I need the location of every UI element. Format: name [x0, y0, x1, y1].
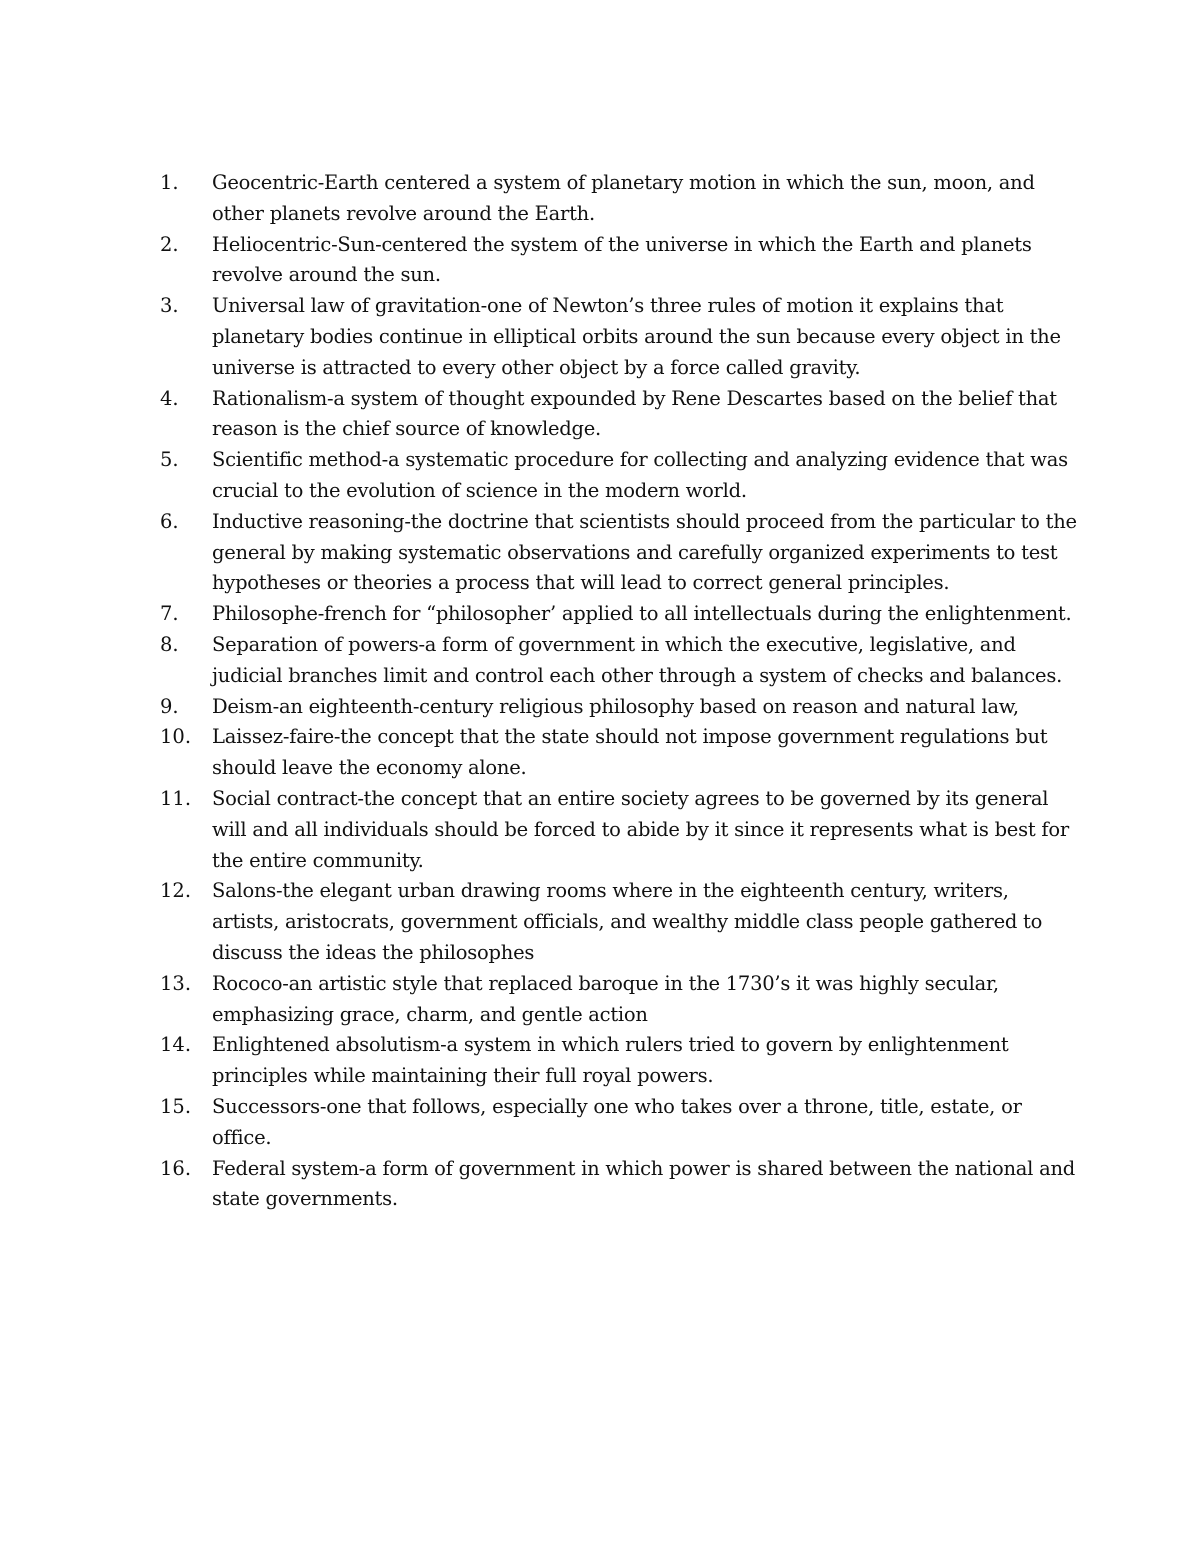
item-number: 6. [160, 509, 179, 533]
list-item [160, 445, 1080, 507]
item-text: Universal law of gravitation-one of Newton’s three rules of motion it explains that planetary bodies continue in elliptical orbits around the sun because every object in the universe is attracted to every other object by a force called gravity. [212, 294, 1061, 379]
item-text: Salons-the elegant urban drawing rooms where in the eighteenth century, writers, artists, aristocrats, government officials, and wealthy middle class people gathered to discuss the ideas the philosophes [212, 879, 1043, 964]
item-number: 3. [160, 294, 179, 318]
item-number: 9. [160, 694, 179, 718]
list-item [160, 1030, 1080, 1092]
item-text: Enlightened absolutism-a system in which rulers tried to govern by enlightenment principles while maintaining their full royal powers. [212, 1033, 1009, 1088]
list-item [160, 384, 1080, 446]
list-item [160, 291, 1080, 383]
item-number: 11. [160, 786, 192, 810]
item-text: Rococo-an artistic style that replaced baroque in the 1730’s it was highly secular, emphasizing grace, charm, and gentle action [212, 971, 999, 1026]
list-item [160, 507, 1080, 599]
item-text: Deism-an eighteenth-century religious philosophy based on reason and natural law, [212, 694, 1019, 718]
list-item [160, 168, 1080, 230]
list-item [160, 784, 1080, 876]
item-number: 15. [160, 1094, 192, 1118]
list-item [160, 1092, 1080, 1154]
item-text: Philosophe-french for “philosopher’ applied to all intellectuals during the enlightenment. [212, 602, 1072, 626]
definition-list [160, 168, 1080, 1215]
list-item [160, 630, 1080, 692]
item-number: 5. [160, 448, 179, 472]
item-text: Inductive reasoning-the doctrine that scientists should proceed from the particular to the general by making systematic observations and carefully organized experiments to test hypotheses or theories a process that will lead to correct general principles. [212, 509, 1077, 595]
item-text: Geocentric-Earth centered a system of planetary motion in which the sun, moon, and other planets revolve around the Earth. [212, 171, 1035, 225]
item-number: 12. [160, 879, 192, 903]
list-item [160, 692, 1080, 723]
item-number: 10. [160, 725, 192, 749]
item-number: 1. [160, 171, 179, 194]
item-text: Heliocentric-Sun-centered the system of the universe in which the Earth and planets revolve around the sun. [212, 232, 1032, 287]
item-number: 16. [160, 1156, 192, 1180]
list-item [160, 1154, 1080, 1216]
item-number: 14. [160, 1033, 192, 1057]
list-item [160, 876, 1080, 968]
item-number: 2. [160, 232, 179, 256]
item-text: Scientific method-a systematic procedure for collecting and analyzing evidence that was crucial to the evolution of science in the modern world. [212, 448, 1068, 502]
item-text: Federal system-a form of government in which power is shared between the national and state governments. [212, 1156, 1075, 1211]
item-text: Successors-one that follows, especially one who takes over a throne, title, estate, or office. [212, 1094, 1022, 1149]
list-item [160, 599, 1080, 630]
list-item [160, 969, 1080, 1031]
item-text: Separation of powers-a form of government in which the executive, legislative, and judicial branches limit and control each other through a system of checks and balances. [212, 632, 1063, 687]
list-item [160, 722, 1080, 784]
item-text: Rationalism-a system of thought expounded by Rene Descartes based on the belief that reason is the chief source of knowledge. [212, 386, 1057, 441]
item-number: 7. [160, 602, 179, 626]
item-number: 13. [160, 971, 192, 995]
list-item [160, 230, 1080, 292]
item-number: 8. [160, 632, 179, 656]
item-text: Laissez-faire-the concept that the state should not impose government regulations but should leave the economy alone. [212, 725, 1048, 780]
item-number: 4. [160, 386, 179, 410]
item-text: Social contract-the concept that an entire society agrees to be governed by its general will and all individuals should be forced to abide by it since it represents what is best for the entire community. [212, 786, 1069, 872]
